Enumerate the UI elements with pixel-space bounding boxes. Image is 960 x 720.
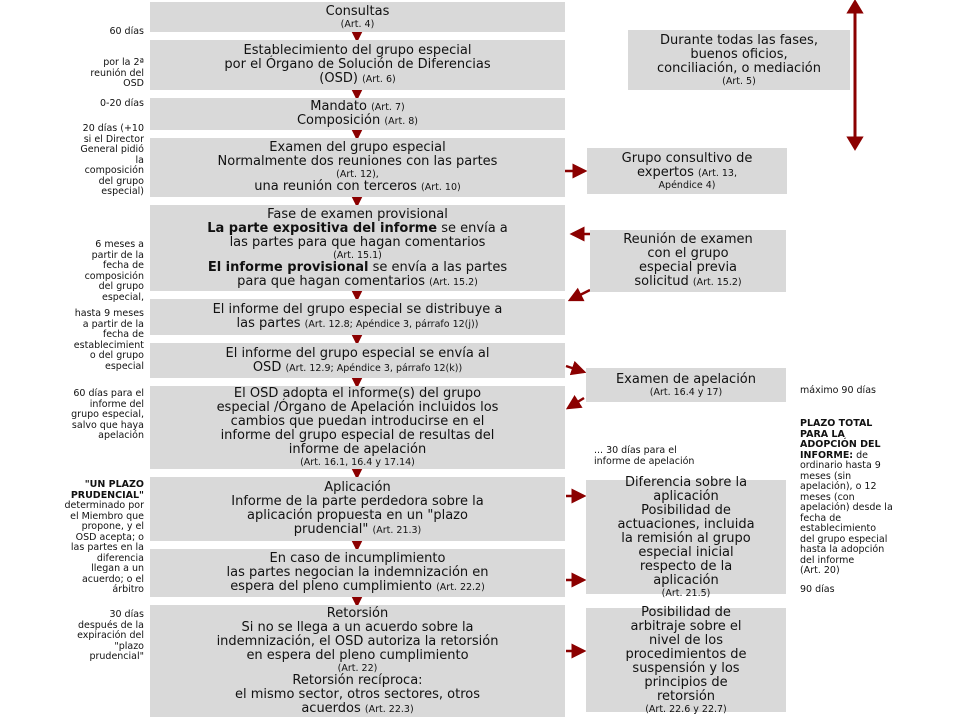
box-distribuye-l2: las partes (Art. 12.8; Apéndice 3, párrafo 12(j)): [236, 316, 479, 331]
box-provisional-a1: (Art. 15.1): [333, 249, 382, 261]
box-arbitraje-l2: arbitraje sobre el: [630, 618, 742, 634]
box-retorsion-l2: Si no se llega a un acuerdo sobre la: [241, 619, 474, 635]
box-envia-osd-l2: OSD (Art. 12.9; Apéndice 3, párrafo 12(k)): [252, 359, 463, 375]
box-retorsion-l3: indemnización, el OSD autoriza la retorsión: [216, 633, 499, 649]
arrow-to-apelacion: [566, 366, 584, 372]
box-arbitraje-l3: nivel de los: [648, 632, 723, 648]
box-retorsion-l6: el mismo sector, otros sectores, otros: [235, 686, 480, 702]
box-buenos-oficios-l2: buenos oficios,: [690, 46, 788, 62]
left-label-consultas: 60 días: [109, 26, 144, 37]
all-phases-arrow-up: [849, 2, 861, 12]
box-retorsion-a1: (Art. 22): [337, 662, 378, 674]
box-establecimiento: [150, 40, 565, 90]
box-diferencia-l7: respecto de la: [639, 558, 733, 574]
box-consultivo: [587, 148, 787, 194]
box-reunion: [590, 230, 786, 292]
box-reunion-l1: Reunión de examen: [623, 232, 753, 247]
box-examen-l2: Normalmente dos reuniones con las partes: [217, 154, 498, 169]
box-arbitraje-a1: (Art. 22.6 y 22.7): [645, 703, 727, 715]
box-diferencia-l6: especial inicial: [638, 544, 734, 560]
box-envia-osd-l1: El informe del grupo especial se envía al: [225, 345, 490, 361]
box-adopta-a1: (Art. 16.1, 16.4 y 17.14): [300, 457, 415, 468]
box-buenos-oficios-l1: Durante todas las fases,: [660, 32, 818, 48]
box-establecimiento-l2: por el Órgano de Solución de Diferencias: [224, 57, 491, 72]
box-envia-osd: [150, 343, 565, 378]
box-examen-l3: una reunión con terceros (Art. 10): [254, 179, 461, 194]
box-diferencia-l4: actuaciones, incluida: [617, 516, 755, 532]
box-adopta-l3: cambios que puedan introducirse en el: [230, 414, 485, 429]
box-provisional-l5: para que hagan comentarios (Art. 15.2): [237, 273, 478, 289]
box-apelacion: [586, 368, 786, 402]
box-distribuye-l1: El informe del grupo especial se distribuye a: [212, 302, 503, 317]
left-label-distribuye: hasta 9 meses a partir de la fecha de establecimient o del grupo especial: [73, 308, 144, 372]
box-distribuye: [150, 299, 565, 335]
box-establecimiento-l1: Establecimiento del grupo especial: [243, 43, 472, 58]
left-label-mandato: 0-20 días: [99, 98, 144, 109]
box-reunion-l2: con el grupo: [647, 246, 729, 261]
box-apelacion-l1: Examen de apelación: [615, 371, 757, 387]
box-buenos-oficios-l3: conciliación, o mediación: [656, 60, 822, 76]
box-diferencia-l8: aplicación: [653, 572, 719, 588]
box-incumplimiento-l2: las partes negocian la indemnización en: [226, 565, 489, 580]
box-provisional: [150, 205, 565, 291]
box-diferencia-a1: (Art. 21.5): [661, 587, 711, 599]
box-consultas-art: (Art. 4): [340, 18, 375, 30]
box-mandato-l2: Composición (Art. 8): [296, 113, 419, 128]
box-arbitraje-l5: suspensión y los: [632, 660, 740, 676]
box-provisional-l3: las partes para que hagan comentarios: [229, 234, 486, 250]
all-phases-arrow-down: [849, 138, 861, 148]
left-label-establecimiento: por la 2ª reunión del OSD: [90, 57, 144, 89]
box-incumplimiento-l1: En caso de incumplimiento: [269, 551, 446, 566]
box-provisional-l4: El informe provisional se envía a las partes: [207, 259, 508, 275]
box-adopta-l1: El OSD adopta el informe(s) del grupo: [233, 386, 482, 401]
box-retorsion-l5: Retorsión recíproca:: [292, 672, 423, 688]
box-incumplimiento: [150, 549, 565, 597]
box-arbitraje-l4: procedimientos de: [625, 646, 747, 662]
box-consultivo-l1: Grupo consultivo de: [621, 150, 753, 166]
box-arbitraje-l6: principios de: [644, 674, 728, 690]
box-consultivo-a2: Apéndice 4): [658, 179, 716, 191]
left-label-plazo-prudencial: "UN PLAZO PRUDENCIAL" determinado por el Miembro que propone, y el OSD acepta; o las partes en la diferencia llegan a un acuerdo; o el árbitro: [64, 479, 144, 595]
box-aplicacion-l1: Aplicación: [324, 480, 391, 495]
box-arbitraje-l1: Posibilidad de: [641, 604, 731, 620]
box-diferencia-l2: aplicación: [653, 488, 719, 504]
box-retorsion-l1: Retorsión: [326, 605, 389, 621]
box-consultas: [150, 2, 565, 32]
right-label-noventa: 90 días: [800, 584, 835, 595]
box-examen-l1: Examen del grupo especial: [269, 140, 446, 155]
box-aplicacion-l2: Informe de la parte perdedora sobre la: [231, 494, 484, 509]
box-diferencia: [586, 474, 786, 599]
left-label-provisional: 6 meses a partir de la fecha de composición del grupo especial,: [84, 239, 144, 303]
right-label-treinta: ... 30 días para el informe de apelación: [594, 445, 695, 467]
box-adopta-l5: informe de apelación: [288, 442, 427, 457]
left-label-examen: 20 días (+10 si el Director General pidió la composición del grupo especial): [80, 123, 144, 197]
box-consultas-title: Consultas: [325, 3, 390, 19]
box-apelacion-a1: (Art. 16.4 y 17): [649, 386, 723, 398]
box-buenos-oficios-a1: (Art. 5): [722, 75, 756, 87]
box-examen-a1: (Art. 12),: [336, 169, 379, 180]
box-diferencia-l5: la remisión al grupo: [621, 530, 751, 546]
box-aplicacion: [150, 477, 565, 541]
box-retorsion-l4: en espera del pleno cumplimiento: [246, 647, 469, 663]
box-aplicacion-l3: aplicación propuesta en un "plazo: [247, 508, 468, 523]
box-incumplimiento-l3: espera del pleno cumplimiento (Art. 22.2): [230, 579, 485, 594]
box-aplicacion-l4: prudencial" (Art. 21.3): [293, 522, 422, 537]
right-label-maximo: máximo 90 días: [800, 385, 876, 396]
box-provisional-l1: Fase de examen provisional: [267, 206, 448, 222]
left-label-adopta: 60 días para el informe del grupo especial, salvo que haya apelación: [71, 388, 144, 441]
box-examen: [150, 138, 565, 197]
left-label-retorsion: 30 días después de la expiración del "plazo prudencial": [77, 609, 144, 662]
box-arbitraje-l7: retorsión: [656, 688, 716, 704]
box-adopta-l4: informe del grupo especial de resultas del: [220, 428, 495, 443]
arrow-from-reunion: [570, 290, 590, 300]
box-mandato: [150, 98, 565, 130]
box-provisional-l2: La parte expositiva del informe se envía a: [207, 220, 508, 236]
box-reunion-l3: especial previa: [638, 260, 738, 275]
box-retorsion-l7: acuerdos (Art. 22.3): [301, 700, 414, 716]
box-establecimiento-l3: (OSD) (Art. 6): [319, 71, 396, 86]
box-adopta-l2: especial /Órgano de Apelación incluidos los: [216, 400, 499, 415]
box-retorsion: [150, 605, 565, 717]
box-buenos-oficios: [628, 30, 850, 90]
box-adopta: [150, 386, 565, 469]
box-mandato-l1: Mandato (Art. 7): [310, 99, 405, 114]
arrow-from-apelacion: [568, 398, 584, 408]
box-diferencia-l3: Posibilidad de: [641, 502, 731, 518]
box-consultivo-l2: expertos (Art. 13,: [636, 164, 737, 180]
box-reunion-l4: solicitud (Art. 15.2): [634, 274, 742, 289]
box-diferencia-l1: Diferencia sobre la: [624, 474, 748, 490]
box-arbitraje: [586, 604, 786, 715]
right-label-plazo-total: PLAZO TOTAL PARA LA ADOPCIÓN DEL INFORME: de ordinario hasta 9 meses (sin apelación), o 12 meses (con apelación) desde la fecha de establecimiento del grupo especial hasta la adopción del informe (Art. 20): [800, 418, 893, 576]
